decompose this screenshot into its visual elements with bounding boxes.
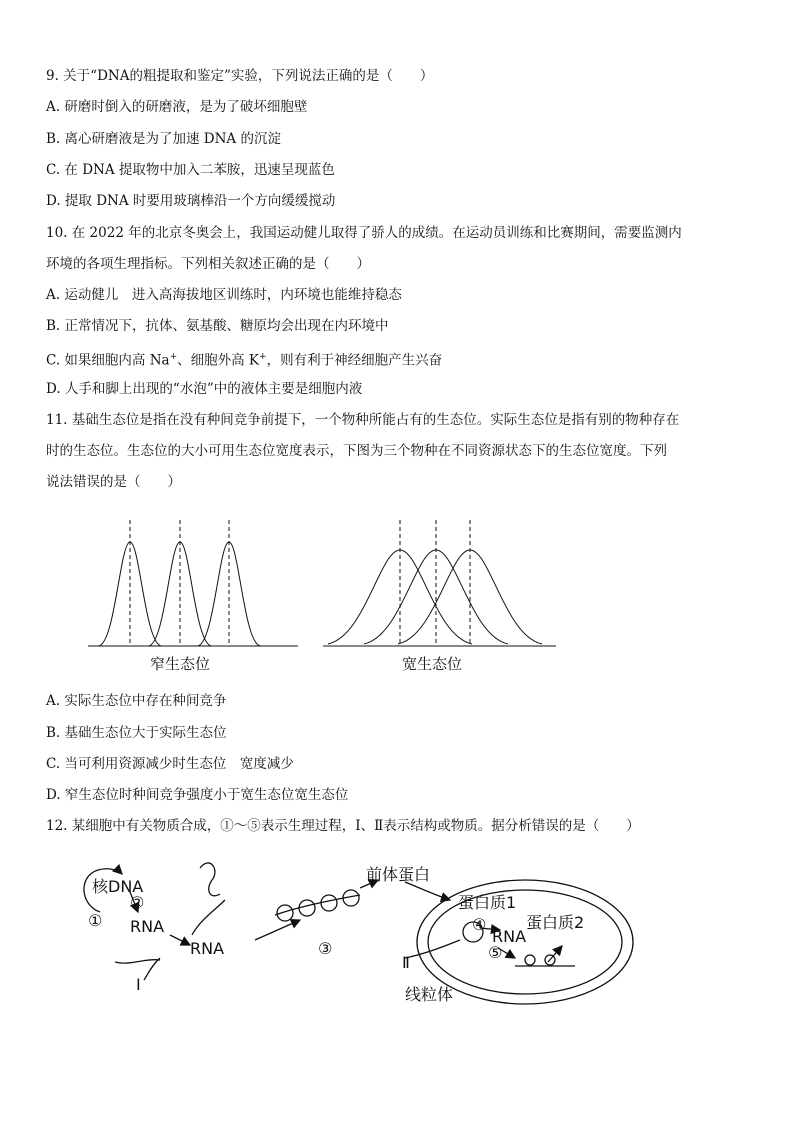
q10-option-c-sup1: + — [169, 352, 178, 362]
ribosome-3 — [321, 895, 337, 911]
label-protein2: 蛋白质2 — [526, 913, 585, 932]
q10-option-b: B. 正常情况下，抗体、氨基酸、糖原均会出现在内环境中 — [46, 318, 389, 334]
q10-option-a: A. 运动健儿 进入高海拔地区训练时，内环境也能维持稳态 — [46, 287, 402, 303]
q10-option-c-middle: 、细胞外高 K — [177, 352, 260, 369]
protein-synthesis-figure — [60, 850, 720, 1020]
nuclear-dna-strand — [200, 863, 220, 896]
label-structure-i: Ⅰ — [136, 975, 141, 994]
wide-niche-panel — [323, 520, 556, 646]
label-nuclear-dna: 核DNA — [92, 877, 144, 896]
structure-ii-pointer — [405, 940, 460, 958]
q10-option-c-sup2: + — [259, 352, 267, 362]
q11-stem-line1: 11. 基础生态位是指在没有种间竞争前提下，一个物种所能占有的生态位。实际生态位是指有别的物种存在 — [46, 412, 680, 428]
q9-option-d: D. 提取 DNA 时要用玻璃棒沿一个方向缓缓搅动 — [46, 193, 336, 209]
mito-ribosome-1 — [525, 955, 535, 965]
label-step3: ③ — [318, 939, 333, 958]
label-step1: ① — [88, 911, 103, 930]
mrna-strand-curve — [192, 900, 225, 935]
q11-option-d: D. 窄生态位时种间竞争强度小于宽生态位宽生态位 — [46, 787, 349, 803]
q10-stem-line1: 10. 在 2022 年的北京冬奥会上，我国运动健儿取得了骄人的成绩。在运动员训练和比赛期间，需要监测内 — [46, 225, 682, 241]
label-rna-cytoplasm: RNA — [190, 939, 225, 958]
q11-option-a: A. 实际生态位中存在种间竞争 — [46, 693, 227, 709]
q9-option-b: B. 离心研磨液是为了加速 DNA 的沉淀 — [46, 131, 281, 147]
q11-option-c: C. 当可利用资源减少时生态位 宽度减少 — [46, 756, 294, 772]
narrow-niche-panel — [88, 520, 298, 646]
niche-width-figure — [80, 510, 570, 680]
q10-option-c — [46, 348, 442, 370]
wide-niche-label: 宽生态位 — [401, 655, 463, 673]
q11-option-b: B. 基础生态位大于实际生态位 — [46, 725, 227, 741]
label-rna-nuclear: RNA — [130, 917, 165, 936]
q11-stem-line2: 时的生态位。生态位的大小可用生态位宽度表示，下图为三个物种在不同资源状态下的生态位宽度。下列 — [46, 443, 667, 459]
label-step2: ② — [130, 893, 145, 912]
label-mitochondrion: 线粒体 — [405, 985, 454, 1004]
export-arrow — [170, 935, 190, 945]
q12-stem: 12. 某细胞中有关物质合成，①～⑤表示生理过程，Ⅰ、Ⅱ表示结构或物质。据分析错误的是（ ） — [46, 818, 640, 834]
ribosome-2 — [299, 900, 315, 916]
label-rna-mito: RNA — [492, 927, 527, 946]
q9-option-a: A. 研磨时倒入的研磨液，是为了破坏细胞壁 — [46, 99, 308, 115]
nuclear-pore-strand — [115, 960, 160, 963]
q10-stem-line2: 环境的各项生理指标。下列相关叙述正确的是（ ） — [46, 256, 370, 272]
q10-option-c-suffix: ，则有利于神经细胞产生兴奋 — [266, 352, 443, 369]
precursor-import-arrow — [405, 882, 450, 900]
narrow-niche-label: 窄生态位 — [149, 655, 211, 673]
q11-stem-line3: 说法错误的是（ ） — [46, 474, 181, 490]
label-protein1: 蛋白质1 — [458, 893, 517, 912]
q9-option-c: C. 在 DNA 提取物中加入二苯胺，迅速呈现蓝色 — [46, 162, 335, 178]
structure-i-pointer — [144, 958, 160, 980]
q9-stem: 9. 关于“DNA的粗提取和鉴定”实验，下列说法正确的是（ ） — [46, 68, 434, 84]
translation-arrow — [255, 920, 300, 940]
q10-option-c-prefix: C. 如果细胞内高 Na — [46, 352, 170, 369]
label-step4: ④ — [472, 915, 487, 934]
label-structure-ii: Ⅱ — [402, 953, 410, 972]
q10-option-d: D. 人手和脚上出现的“水泡”中的液体主要是细胞内液 — [46, 381, 363, 397]
label-step5: ⑤ — [488, 943, 503, 962]
label-precursor-protein: 前体蛋白 — [366, 865, 431, 884]
